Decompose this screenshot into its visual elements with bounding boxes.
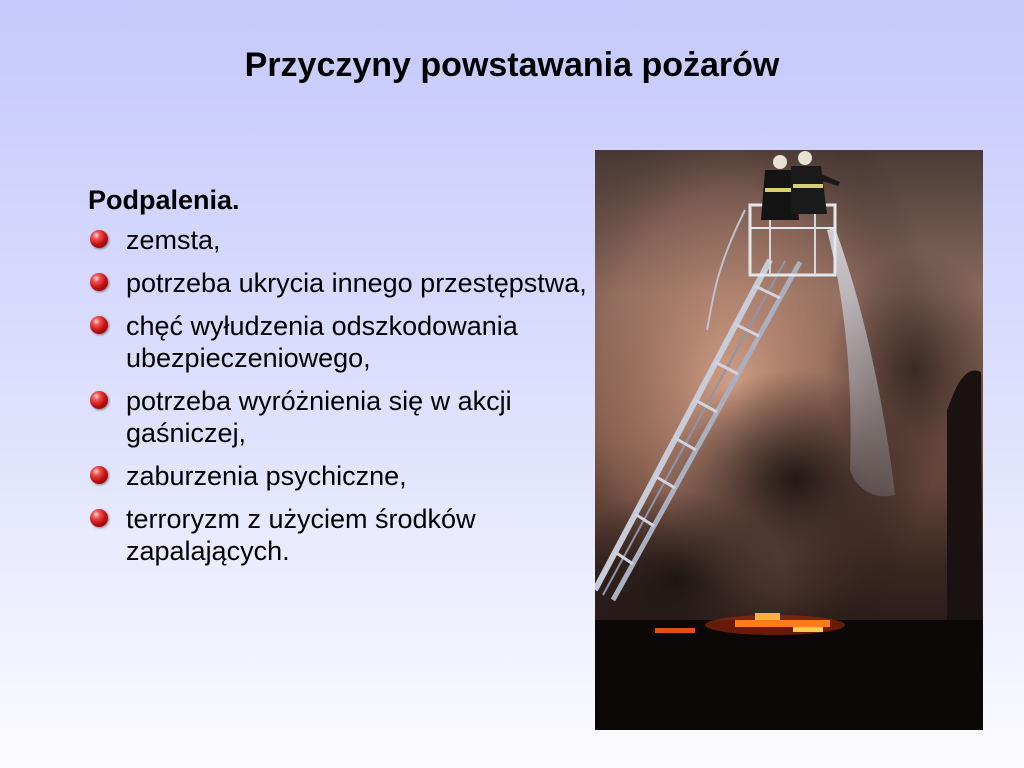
list-item-text: zemsta,	[126, 225, 221, 256]
section-heading: Podpalenia.	[88, 185, 240, 215]
red-sphere-bullet-icon	[90, 230, 108, 248]
list-item	[88, 267, 588, 299]
list-item-text: chęć wyłudzenia odszkodowania ubezpieczeniowego,	[126, 311, 518, 374]
firefighters-photo	[595, 150, 983, 730]
list-item	[88, 224, 588, 256]
list-item-text: potrzeba ukrycia innego przestępstwa,	[126, 268, 587, 299]
list-item	[88, 503, 588, 567]
list-item-text: terroryzm z użyciem środków zapalających.	[126, 504, 476, 567]
red-sphere-bullet-icon	[90, 391, 108, 409]
list-item	[88, 385, 588, 449]
firefighters-ladder-image	[595, 150, 983, 730]
red-sphere-bullet-icon	[90, 273, 108, 291]
slide-title: Przyczyny powstawania pożarów	[244, 46, 780, 84]
slide-content	[88, 184, 588, 578]
red-sphere-bullet-icon	[90, 509, 108, 527]
list-item-text: zaburzenia psychiczne,	[126, 461, 407, 492]
bullet-list	[88, 224, 588, 567]
list-item	[88, 460, 588, 492]
red-sphere-bullet-icon	[90, 316, 108, 334]
red-sphere-bullet-icon	[90, 466, 108, 484]
list-item	[88, 310, 588, 374]
list-item-text: potrzeba wyróżnienia się w akcji gaśniczej,	[126, 386, 512, 449]
